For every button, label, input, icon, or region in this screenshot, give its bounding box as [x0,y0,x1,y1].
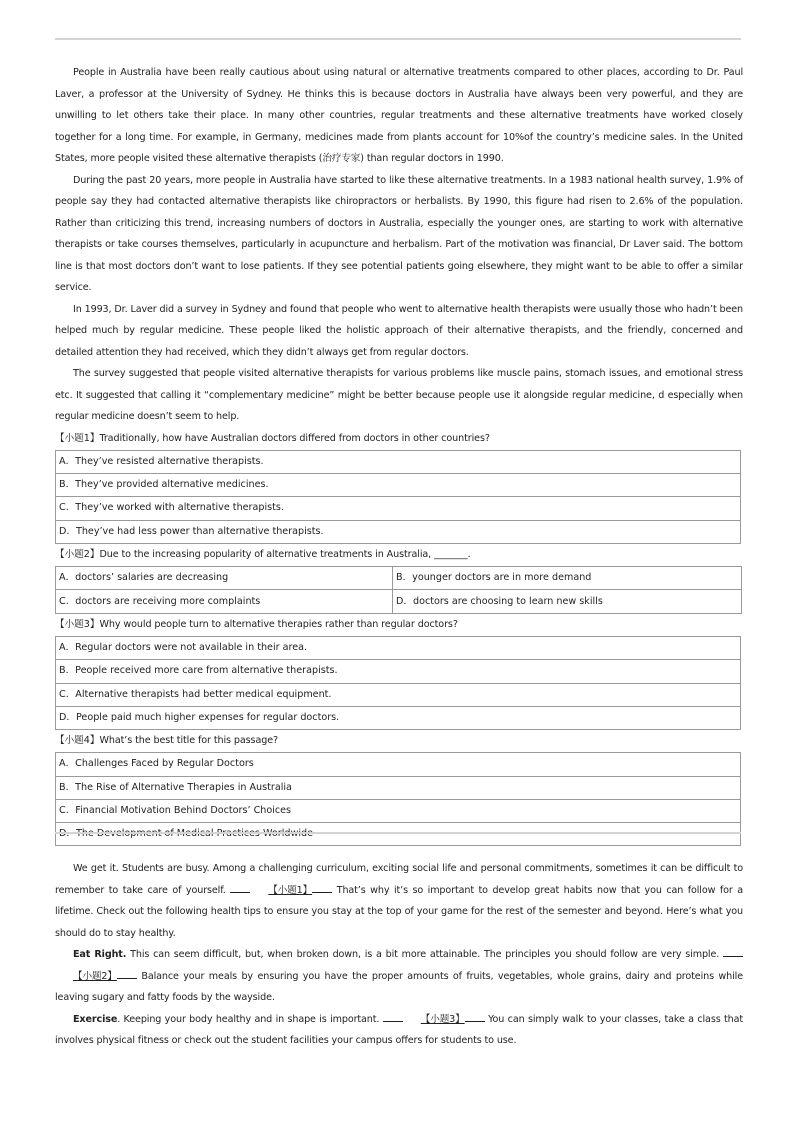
question-2-blank: _______. [434,548,471,560]
reading-passage-1 [55,62,743,846]
question-1-option-d[interactable]: D．They’ve had less power than alternative therapists. [56,520,741,543]
exercise-heading: Exercise [73,1013,118,1025]
passage2-paragraph-1 [55,858,743,944]
question-3-option-a[interactable]: A．Regular doctors were not available in their area. [56,637,741,660]
blank-underline [383,1013,403,1022]
passage2-p1-text-after: That’s why it’s so important to develop great habits now that you can follow for a lifetime. Check out the following health tips to ensure you stay at the top of your game for the rest of the semester and beyond. Here’s what you should do to stay healthy. [55,884,744,939]
question-2-text: Due to the increasing popularity of alternative treatments in Australia, [99,548,435,560]
question-3-tag: 【小题3】 [55,618,100,630]
question-2-stem [55,544,743,567]
passage2-p3-text-after: You can simply walk to your classes, take a class that involves physical fitness or check out the student facilities your campus offers for students to use. [55,1013,743,1046]
passage2-blank-2[interactable]: 【小题2】 [73,970,117,982]
question-4-text: What’s the best title for this passage? [99,734,279,746]
question-4-option-c[interactable]: C．Financial Motivation Behind Doctors’ Choices [56,799,741,822]
passage2-paragraph-2 [55,944,743,1009]
question-2-tag: 【小题2】 [55,548,100,560]
question-4-option-b[interactable]: B．The Rise of Alternative Therapies in Australia [56,776,741,799]
blank-underline [465,1013,485,1022]
question-1-stem [55,428,743,451]
passage1-paragraph-3: In 1993, Dr. Laver did a survey in Sydney and found that people who went to alternative health therapists were usually those who hadn’t been helped much by regular medicine. These people liked the holistic approach of their alternative therapists, and the friendly, concerned and detailed attention they had received, which they didn’t always get from regular doctors. [55,303,744,358]
passage2-blank-3[interactable]: 【小题3】 [420,1013,465,1025]
blank-underline [312,884,332,893]
question-2-option-d[interactable]: D．doctors are choosing to learn new skills [393,590,742,613]
blank-underline [723,948,743,957]
passage2-p1-text-before: We get it. Students are busy. Among a challenging curriculum, exciting social life and personal commitments, sometimes it can be difficult to remember to take care of yourself. [55,863,743,896]
passage1-paragraph-2: During the past 20 years, more people in Australia have started to like these alternative treatments. In a 1983 national health survey, 1.9% of people say they had contacted alternative therapists like chiropractors or herbalists. By 1990, this figure had risen to 2.6% of the population. Rather than criticizing this trend, increasing numbers of doctors in Australia, especially the younger ones, are starting to work with alternative therapists or take courses themselves, particularly in acupuncture and herbalism. Part of the motivation was financial, Dr Laver said. The bottom line is that most doctors don’t want to lose patients. If they see potential patients going elsewhere, they might want to be able to offer a similar service. [55,174,743,293]
question-4-option-d[interactable]: D．The Development of Medical Practices Worldwide [56,822,741,845]
question-2-options [55,566,742,613]
eat-right-heading: Eat Right. [73,949,127,960]
passage2-p2-text-before: This can seem difficult, but, when broken down, is a bit more attainable. The principles you should follow are very simple. [126,949,724,960]
question-3-option-d[interactable]: D．People paid much higher expenses for regular doctors. [56,706,741,729]
question-4-stem [55,730,743,753]
blank-underline [117,970,137,979]
question-2-option-a[interactable]: A．doctors’ salaries are decreasing [56,567,393,590]
passage2-p2-text-after: Balance your meals by ensuring you have the proper amounts of fruits, vegetables, whole grains, dairy and proteins while leaving sugary and fatty foods by the wayside. [55,970,743,1003]
blank-underline [230,884,250,893]
question-3-option-b[interactable]: B．People received more care from alternative therapists. [56,660,741,683]
passage2-paragraph-3 [55,1009,743,1052]
question-1-text: Traditionally, how have Australian doctors differed from doctors in other countries? [99,432,490,444]
question-4-option-a[interactable]: A．Challenges Faced by Regular Doctors [56,753,741,776]
question-3-stem [55,614,743,637]
passage1-paragraph-1: People in Australia have been really cautious about using natural or alternative treatments compared to other places, according to Dr. Paul Laver, a professor at the University of Sydney. He thinks this is because doctors in Australia have always been very powerful, and they are unwilling to let others take their place. In many other countries, regular treatments and these alternative treatments have worked closely together for a long time. For example, in Germany, medicines made from plants account for 10%of the country’s medicine sales. In the United States, more people visited these alternative therapists (治疗专家) than regular doctors in 1990. [55,67,743,164]
question-2-option-c[interactable]: C．doctors are receiving more complaints [56,590,393,613]
top-divider [55,38,741,40]
question-4-tag: 【小题4】 [55,734,100,746]
question-3-text: Why would people turn to alternative therapies rather than regular doctors? [99,618,458,630]
question-3-options [55,636,741,730]
question-1-option-b[interactable]: B．They’ve provided alternative medicines. [56,474,741,497]
reading-passage-2 [55,858,743,1052]
question-1-option-c[interactable]: C．They’ve worked with alternative therapists. [56,497,741,520]
passage2-p3-text-before: . Keeping your body healthy and in shape is important. [117,1013,383,1025]
question-3-option-c[interactable]: C．Alternative therapists had better medical equipment. [56,683,741,706]
question-1-option-a[interactable]: A．They’ve resisted alternative therapists. [56,451,741,474]
section-divider [55,832,741,834]
passage2-blank-1[interactable]: 【小题1】 [268,884,313,896]
question-1-options [55,450,741,544]
passage1-paragraph-4: The survey suggested that people visited alternative therapists for various problems like muscle pains, stomach issues, and emotional stress etc. It suggested that calling it “complementary medicine” might be better because people use it alongside regular medicine, d especially when regular medicine doesn’t seem to help. [55,368,743,422]
question-1-tag: 【小题1】 [55,432,100,444]
question-2-option-b[interactable]: B．younger doctors are in more demand [393,567,742,590]
